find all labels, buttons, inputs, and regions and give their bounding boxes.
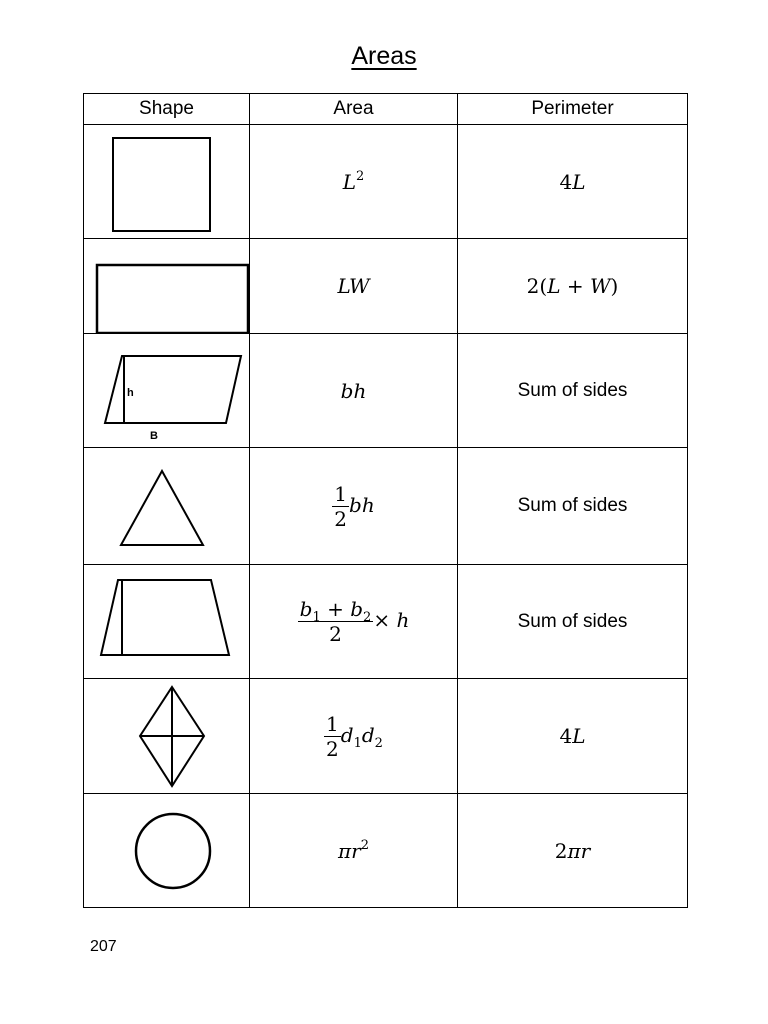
- shape-cell: [84, 565, 250, 679]
- formula-operator: +: [327, 597, 344, 621]
- perimeter-text: Sum of sides: [517, 379, 628, 401]
- formula-coef: 4: [559, 724, 573, 748]
- formula-coef: 2: [526, 274, 540, 298]
- area-formula-rhombus: [324, 711, 383, 761]
- formula-operator: +: [566, 274, 584, 298]
- formula-paren: (: [539, 274, 548, 298]
- shape-cell: [84, 125, 250, 239]
- area-formula-square: [343, 170, 365, 194]
- area-cell: [250, 239, 458, 334]
- square-icon: [84, 126, 249, 238]
- rhombus-icon: [84, 680, 249, 793]
- perimeter-cell: [458, 125, 688, 239]
- table-row-rectangle: [84, 239, 688, 334]
- formula-operator: ×: [373, 608, 391, 632]
- rectangle-icon: [84, 240, 249, 333]
- fraction-denominator: 2: [329, 622, 342, 646]
- perimeter-text: Sum of sides: [517, 495, 628, 516]
- area-cell: [250, 794, 458, 908]
- height-label: h: [127, 386, 134, 399]
- formula-subscript: 1: [312, 610, 321, 625]
- formula-subscript: 1: [353, 735, 362, 751]
- circle-icon: [84, 795, 249, 907]
- page-number: 207: [90, 938, 117, 955]
- header-area: Area: [250, 94, 458, 125]
- shape-cell: [84, 334, 250, 448]
- formula-var: r: [351, 838, 361, 863]
- fraction-numerator: 1: [334, 481, 348, 506]
- fraction: [332, 483, 349, 530]
- parallelogram-icon: [84, 335, 249, 447]
- perimeter-cell: [458, 679, 688, 794]
- formula-var: d: [361, 722, 375, 747]
- triangle-icon: [84, 449, 249, 564]
- page-title: Areas: [351, 42, 417, 70]
- header-shape: Shape: [84, 94, 250, 125]
- formula-coef: 4: [559, 169, 573, 194]
- header-perimeter: Perimeter: [458, 94, 688, 125]
- shape-cell: [84, 679, 250, 794]
- perimeter-formula-square: [559, 170, 585, 194]
- perimeter-cell: [458, 565, 688, 679]
- formula-paren: ): [610, 274, 619, 298]
- formula-var: L: [342, 169, 356, 194]
- fraction-denominator: 2: [326, 736, 339, 761]
- fraction-numerator: 1: [326, 711, 339, 736]
- shape-cell: [84, 448, 250, 565]
- table-row-circle: [84, 794, 688, 908]
- formula-exponent: 2: [360, 837, 369, 853]
- formula-var: L: [572, 724, 586, 748]
- perimeter-cell: [458, 448, 688, 565]
- area-formula-triangle: [332, 481, 375, 531]
- formula-var: L: [572, 169, 586, 194]
- area-formula-circle: [338, 839, 369, 863]
- table-row-triangle: [84, 448, 688, 565]
- area-cell: [250, 334, 458, 448]
- perimeter-formula-rectangle: [527, 274, 619, 298]
- fraction: [298, 598, 374, 645]
- fraction-numerator: [298, 597, 374, 625]
- table-row-square: [84, 125, 688, 239]
- areas-table: [83, 93, 688, 908]
- formula-pi: π: [567, 838, 581, 863]
- area-formula-trapezoid: [298, 597, 410, 646]
- formula-subscript: 2: [363, 610, 372, 625]
- formula-var: d: [340, 722, 354, 747]
- area-cell: [250, 679, 458, 794]
- perimeter-text: Sum of sides: [517, 610, 628, 632]
- table-row-trapezoid: [84, 565, 688, 679]
- formula-var: L: [547, 274, 561, 298]
- area-cell: [250, 125, 458, 239]
- shape-cell: [84, 239, 250, 334]
- table-row-rhombus: [84, 679, 688, 794]
- table-row-parallelogram: [84, 334, 688, 448]
- shape-cell: [84, 794, 250, 908]
- perimeter-formula-circle: [555, 839, 590, 863]
- formula-subscript: 2: [374, 735, 383, 751]
- formula-coef: 2: [554, 838, 568, 863]
- formula-var: b: [350, 597, 364, 621]
- fraction-denominator: 2: [334, 506, 348, 531]
- table-header-row: [84, 94, 688, 125]
- formula-var: h: [396, 608, 410, 632]
- perimeter-cell: [458, 334, 688, 448]
- base-label: B: [150, 429, 158, 442]
- perimeter-cell: [458, 794, 688, 908]
- area-formula-parallelogram: bh: [340, 378, 367, 403]
- perimeter-cell: [458, 239, 688, 334]
- formula-var: b: [299, 597, 313, 621]
- area-cell: [250, 448, 458, 565]
- formula-var: bh: [349, 492, 375, 517]
- perimeter-formula-rhombus: [559, 724, 585, 748]
- formula-pi: π: [338, 838, 352, 863]
- formula-exponent: 2: [356, 168, 365, 184]
- area-formula-rectangle: LW: [337, 274, 370, 298]
- area-cell: [250, 565, 458, 679]
- formula-var: W: [589, 274, 611, 298]
- formula-var: r: [580, 838, 591, 863]
- fraction: [324, 713, 341, 760]
- trapezoid-icon: [84, 566, 249, 678]
